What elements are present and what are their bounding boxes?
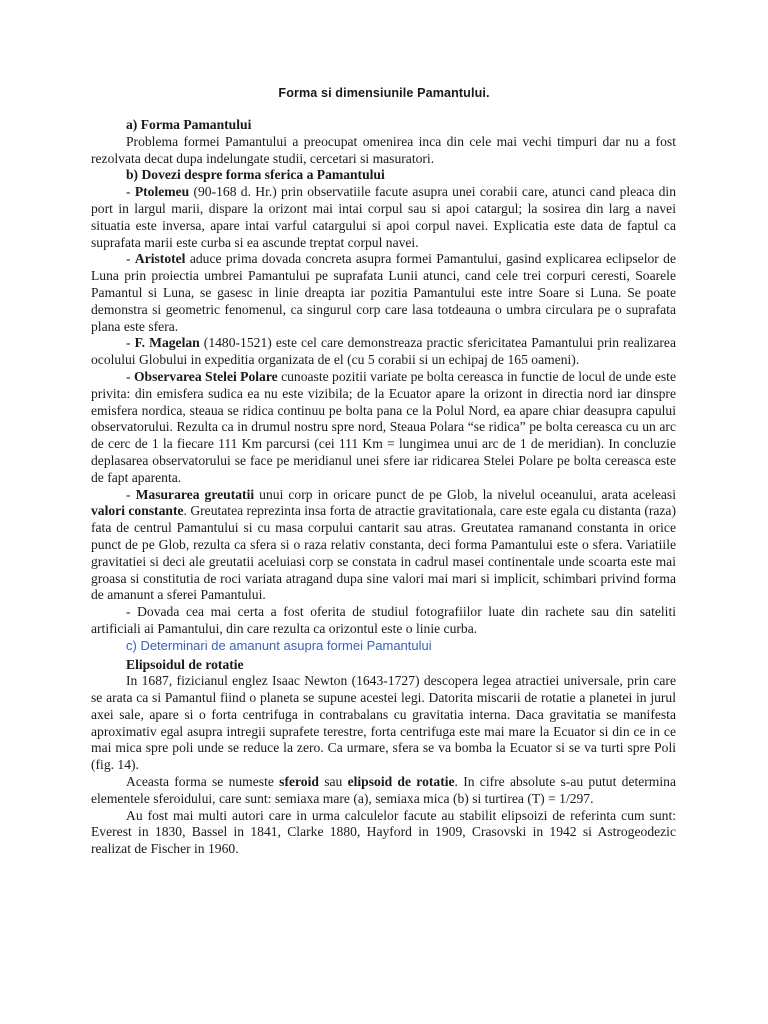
dash: - bbox=[126, 251, 135, 267]
text-aristotel: aduce prima dovada concreta asupra formei Pamantului, gasind explicarea eclipselor de Luna prin proiectia umbrei Pamantului pe suprafata Lunii atunci, cand cele trei corpuri ceresti, Soarele Pamantul si Luna, se gasesc in linie dreapta iar pozitia Pamantului este intre Soare si Luna. Se poate demonstra si geometric fenomenul, ca singurul corp care lasa totdeauna o umbra circulara pe o suprafata plana este sfera. bbox=[91, 251, 676, 334]
name-steaua-polara: Observarea Stelei Polare bbox=[133, 368, 278, 384]
paragraph-ptolemeu bbox=[91, 184, 676, 251]
section-heading-b: b) Dovezi despre forma sferica a Pamantului bbox=[126, 167, 385, 183]
paragraph-intro: Problema formei Pamantului a preocupat omenirea inca din cele mai vechi timpuri dar nu a fost rezolvata decat dupa indelungate studii, cercetari si masuratori. bbox=[91, 133, 676, 166]
text-sferoid-2: sau bbox=[318, 774, 348, 790]
page-title: Forma si dimensiunile Pamantului. bbox=[278, 86, 490, 100]
paragraph-steaua-polara bbox=[91, 369, 676, 487]
bold-elipsoid: elipsoid de rotatie bbox=[347, 774, 455, 790]
text-sferoid-3: . In cifre absolute s-au putut determina elementele sferoidului, care sunt: semiaxa mare (a), semiaxa mica (b) si turtirea (T) = 1/297. bbox=[91, 774, 676, 806]
dash: - bbox=[126, 368, 134, 384]
text-greutate-1: unui corp in oricare punct de pe Glob, la nivelul oceanului, arata aceleasi bbox=[254, 486, 676, 502]
paragraph-magelan bbox=[91, 335, 676, 369]
dash: - bbox=[126, 335, 135, 351]
dash: - bbox=[126, 486, 136, 502]
name-greutate: Masurarea greutatii bbox=[135, 486, 255, 502]
text-steaua-polara: cunoaste pozitii variate pe bolta cereasca in functie de locul de unde este privita: din emisfera sudica ea nu este vizibila; de la Ecuator apare la orizont in directia nord iar dinspre emisfera nordica, steaua se ridica continuu pe bolta pana ce la Polul Nord, ea apare chiar deasupra capului observatorului. Rezulta ca in drumul nostru spre nord, Steaua Polara “se ridica” pe bolta cereasca cu un arc de cerc de 1 la fiecare 111 Km parcursi (cei 111 Km = lungimea unui arc de 1 de meridian). In concluzie deplasarea observatorului se face pe meridianul unei sfere iar ridicarea Stelei Polare pe bolta cereasca este de fapt aparenta. bbox=[91, 368, 676, 485]
section-heading-a: a) Forma Pamantului bbox=[126, 117, 252, 132]
paragraph-aristotel bbox=[91, 251, 676, 335]
bold-valori-constante: valori constante bbox=[91, 503, 184, 519]
elipsoid-heading: Elipsoidul de rotatie bbox=[126, 656, 244, 672]
paragraph-fotografii: - Dovada cea mai certa a fost oferita de studiul fotografiilor luate din rachete sau din sateliti artificiali ai Pamantului, din care rezulta ca orizontul este o linie curba. bbox=[91, 604, 676, 636]
paragraph-sferoid bbox=[91, 774, 676, 808]
paragraph-greutate bbox=[91, 487, 676, 605]
paragraph-newton: In 1687, fizicianul englez Isaac Newton (1643-1727) descopera legea atractiei universale, prin care se arata ca si Pamantul fiind o planeta se supune acestei legi. Datorita miscarii de rotatie a planetei in jurul axei sale, apare si o forta centrifuga in contrabalans cu gravitatia interna. Daca gravitatia se manifesta aproximativ egal asupra intregii suprafete terestre, forta centrifuga este mai mare la Ecuator si din ce in ce mai mica spre poli unde se reduce la zero. Ca urmare, sfera se va bomba la Ecuator si se va turti spre Poli (fig. 14). bbox=[91, 673, 676, 773]
name-magelan: F. Magelan bbox=[134, 335, 200, 351]
bold-sferoid: sferoid bbox=[279, 774, 319, 790]
document-body bbox=[91, 117, 676, 858]
paragraph-autori: Au fost mai multi autori care in urma calculelor facute au stabilit elipsoizi de referinta cum sunt: Everest in 1830, Bassel in 1841, Clarke 1880, Hayford in 1909, Crasovski in 1942 si Astrogeodezic realizat de Fischer in 1960. bbox=[91, 807, 676, 857]
text-greutate-2: . Greutatea reprezinta insa forta de atractie gravitationala, care este egala cu distanta (raza) fata de centrul Pamantului si cu masa corpului cantarit sau atras. Greutatea ramanand constanta in orice punct de pe Glob, rezulta ca sfera si o raza relativ constanta, deci forma Pamantului este o sfera. Variatiile gravitatiei si deci ale greutatii aceluiasi corp se constata in cadrul masei continentale unde scoarta este mai groasa si constitutia de roci variata atragand dupa sine valori mai mari si implicit, schimbari privind forma de amanunt a sferei Pamantului. bbox=[91, 503, 676, 603]
text-magelan: (1480-1521) este cel care demonstreaza practic sfericitatea Pamantului prin realizarea ocolului Globului in expeditia organizata de el (cu 5 corabii si un echipaj de 165 oameni). bbox=[91, 335, 676, 368]
name-aristotel: Aristotel bbox=[134, 251, 186, 267]
section-heading-c: c) Determinari de amanunt asupra formei Pamantului bbox=[126, 637, 432, 653]
name-ptolemeu: Ptolemeu bbox=[134, 184, 190, 200]
dash: - bbox=[126, 184, 135, 200]
text-sferoid-1: Aceasta forma se numeste bbox=[126, 774, 280, 790]
text-ptolemeu: (90-168 d. Hr.) prin observatiile facute asupra unei corabii care, atunci cand pleaca din port in largul marii, dispare la orizont mai intai corpul sau si apoi catargul; la sosirea din larg a navei situatia este inversa, apare intai varful catargului si apoi corpul navei. Explicatia este data de faptul ca suprafata marii este curba si ea ascunde treptat corpul navei. bbox=[91, 184, 676, 250]
